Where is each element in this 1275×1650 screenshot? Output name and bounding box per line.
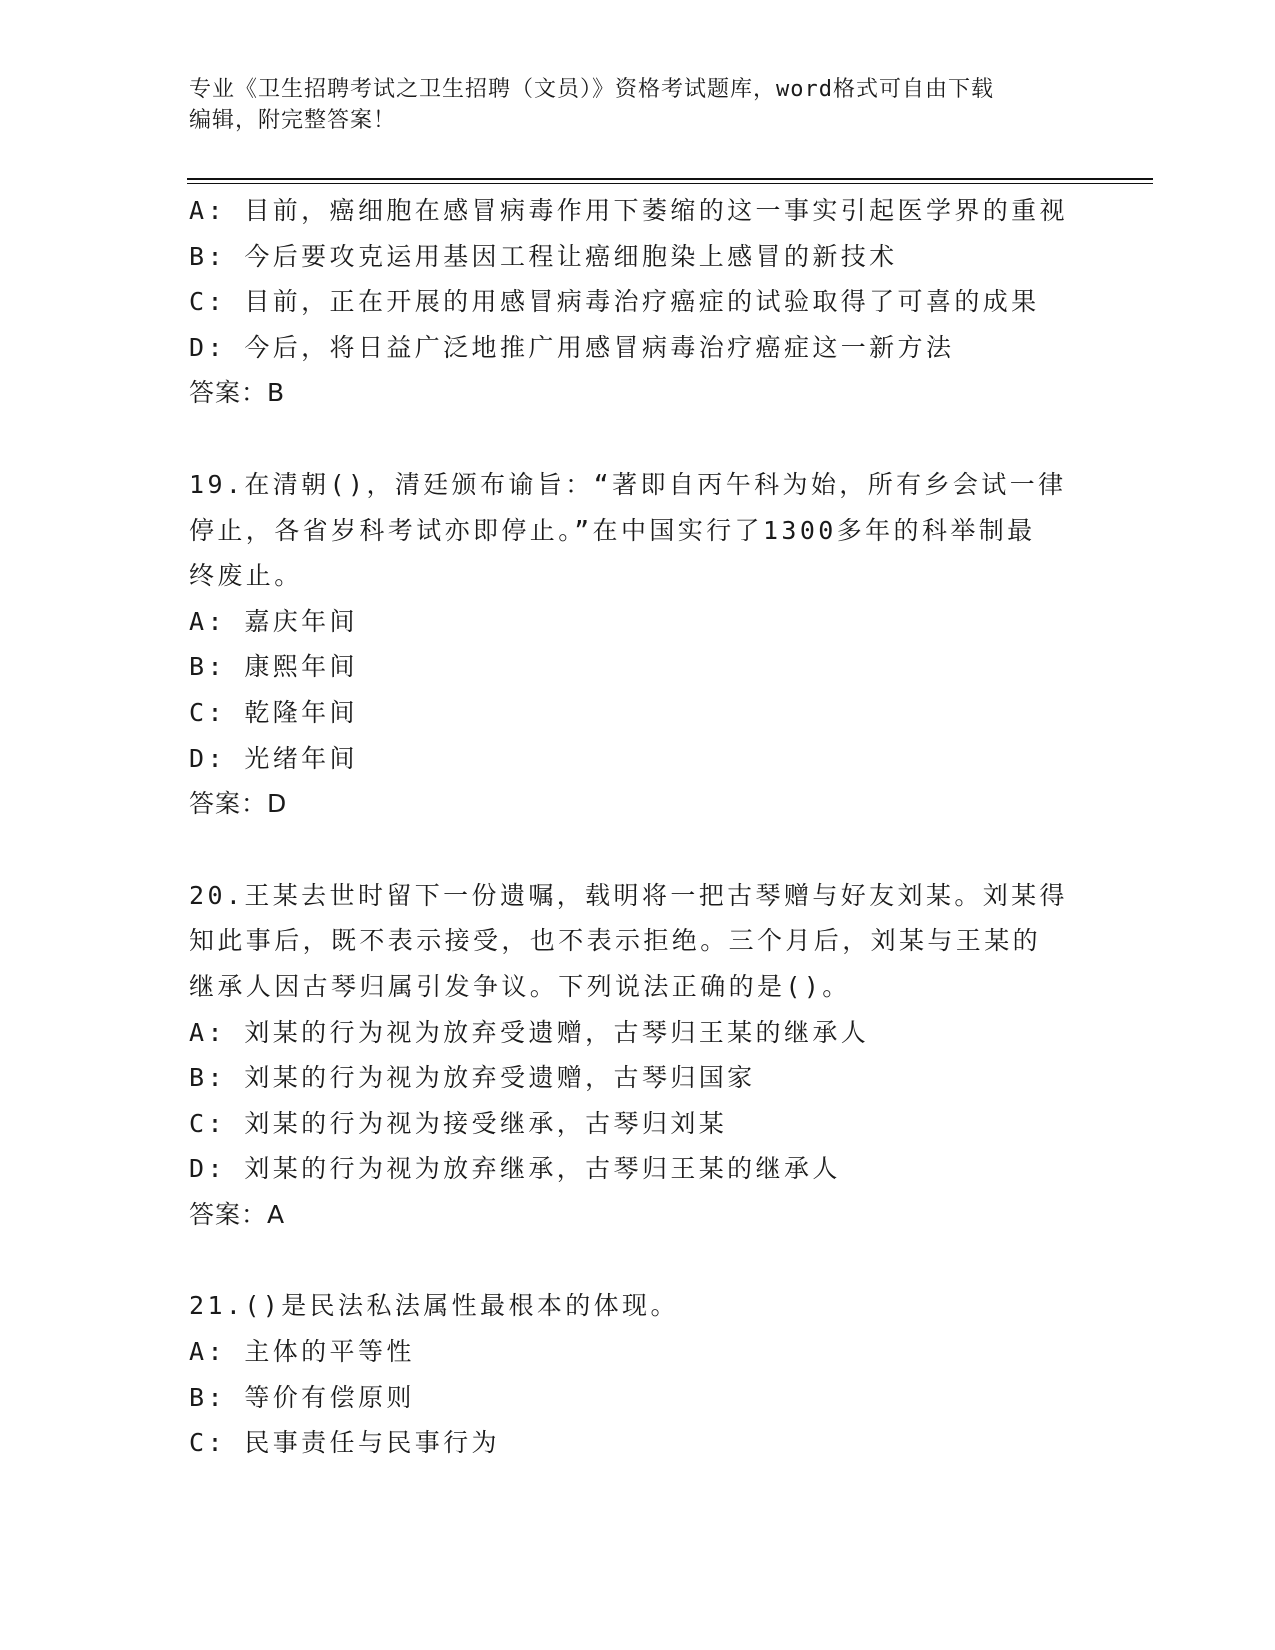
option-d: D: 今后，将日益广泛地推广用感冒病毒治疗癌症这一新方法 xyxy=(189,332,955,362)
option-a: A: 嘉庆年间 xyxy=(189,606,358,636)
question-stem-line: 停止，各省岁科考试亦即停止。”在中国实行了1300多年的科举制最 xyxy=(189,515,1036,545)
header-rule-thick xyxy=(187,178,1153,180)
option-b: B: 今后要攻克运用基因工程让癌细胞染上感冒的新技术 xyxy=(189,241,898,271)
document-header xyxy=(189,74,1069,136)
question-19 xyxy=(189,462,1089,827)
question-20 xyxy=(189,873,1089,1238)
option-c: C: 刘某的行为视为接受继承，古琴归刘某 xyxy=(189,1108,728,1138)
spacer xyxy=(189,1237,1089,1283)
option-d: D: 刘某的行为视为放弃继承，古琴归王某的继承人 xyxy=(189,1154,841,1184)
answer-line: 答案：A xyxy=(189,1199,286,1229)
question-stem-line: 20.王某去世时留下一份遗嘱，载明将一把古琴赠与好友刘某。刘某得 xyxy=(189,880,1068,910)
option-c: C: 乾隆年间 xyxy=(189,697,358,727)
header-line-2: 编辑，附完整答案！ xyxy=(189,108,397,133)
question-stem-line: 继承人因古琴归属引发争议。下列说法正确的是()。 xyxy=(189,971,851,1001)
option-b: B: 等价有偿原则 xyxy=(189,1382,415,1412)
question-21 xyxy=(189,1283,1089,1465)
question-stem-line: 知此事后，既不表示接受，也不表示拒绝。三个月后，刘某与王某的 xyxy=(189,926,1042,956)
question-list xyxy=(189,188,1089,1466)
option-b: B: 刘某的行为视为放弃受遗赠，古琴归国家 xyxy=(189,1063,756,1093)
option-b: B: 康熙年间 xyxy=(189,652,358,682)
option-d: D: 光绪年间 xyxy=(189,743,358,773)
header-rule-thin xyxy=(187,183,1153,184)
answer-line: 答案：B xyxy=(189,378,286,408)
answer-line: 答案：D xyxy=(189,789,288,819)
option-c: C: 民事责任与民事行为 xyxy=(189,1428,500,1458)
option-a: A: 目前，癌细胞在感冒病毒作用下萎缩的这一事实引起医学界的重视 xyxy=(189,196,1068,225)
question-stem-line: 21.()是民法私法属性最根本的体现。 xyxy=(189,1291,679,1321)
option-a: A: 刘某的行为视为放弃受遗赠，古琴归王某的继承人 xyxy=(189,1017,870,1047)
option-c: C: 目前，正在开展的用感冒病毒治疗癌症的试验取得了可喜的成果 xyxy=(189,287,1040,317)
spacer xyxy=(189,416,1089,462)
header-line-1: 专业《卫生招聘考试之卫生招聘（文员）》资格考试题库，word格式可自由下载 xyxy=(189,77,994,102)
question-18-continued xyxy=(189,188,1089,416)
option-a: A: 主体的平等性 xyxy=(189,1337,415,1367)
question-stem-line: 19.在清朝()，清廷颁布谕旨：“著即自丙午科为始，所有乡会试一律 xyxy=(189,469,1067,499)
question-stem-line: 终废止。 xyxy=(189,561,303,591)
spacer xyxy=(189,827,1089,873)
